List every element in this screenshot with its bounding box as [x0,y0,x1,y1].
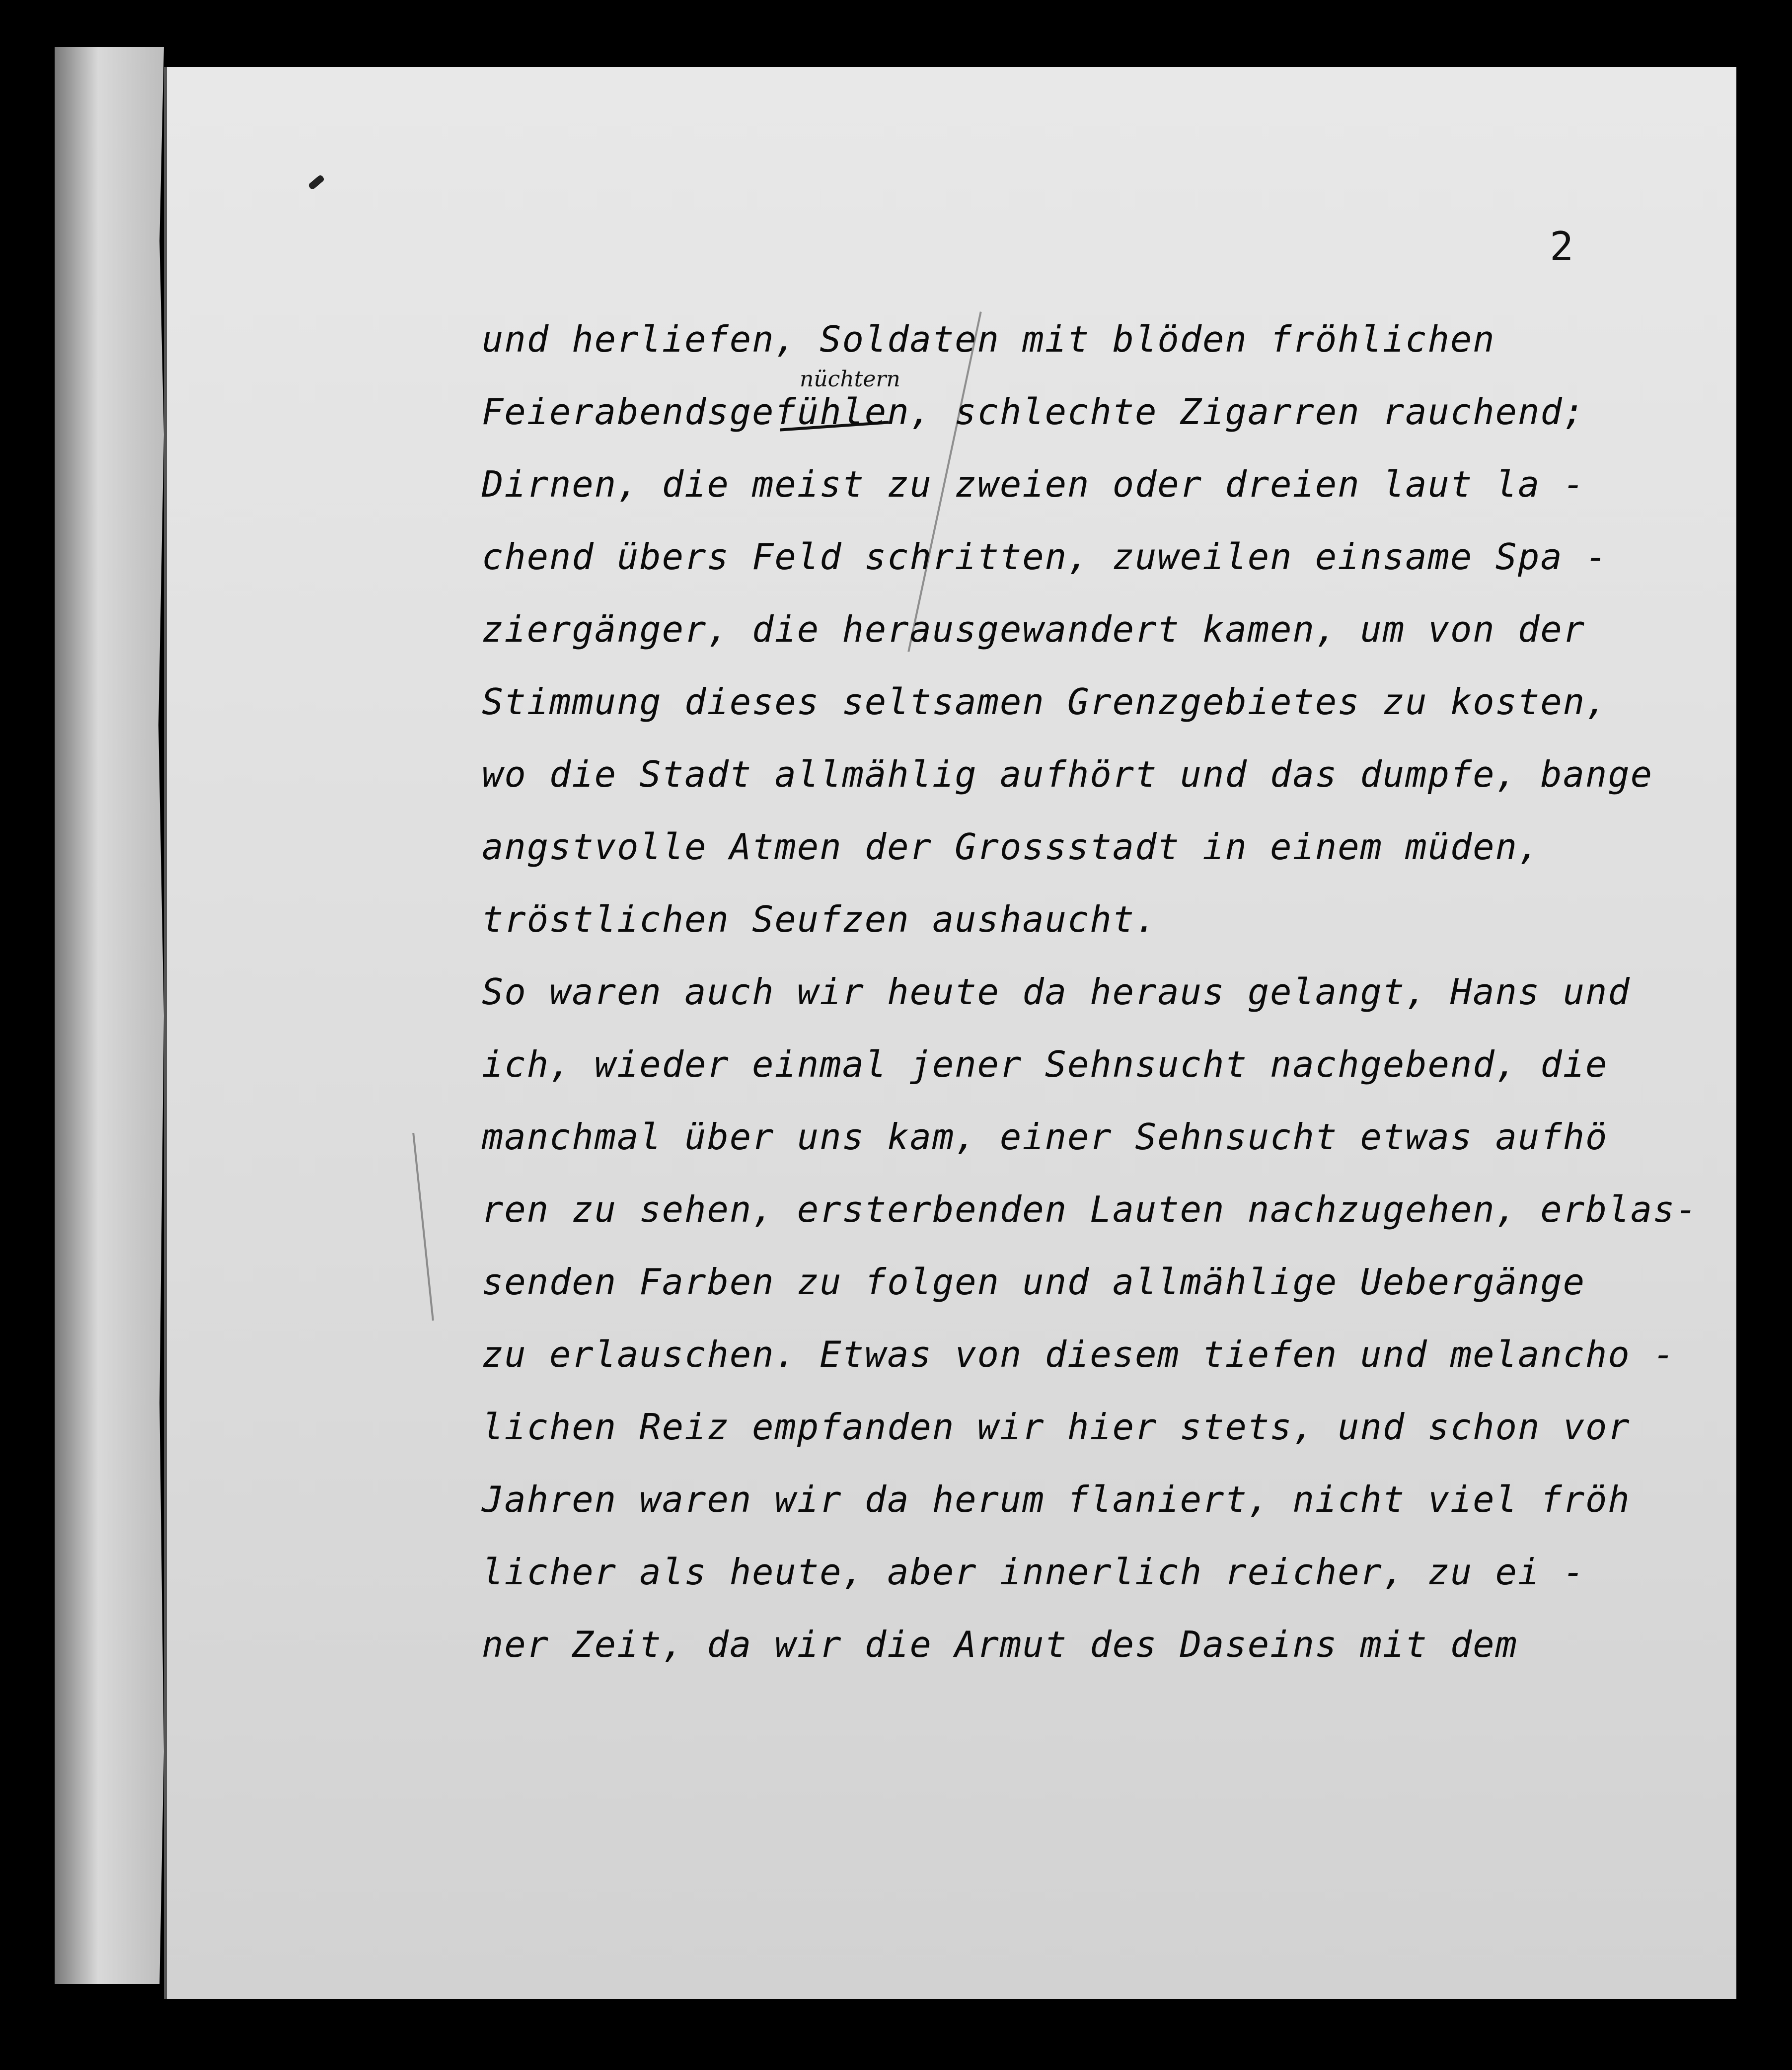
paper-strip-left [55,47,164,1984]
text-line: und herliefen, Soldaten mit blöden fröhlichen [482,318,1495,360]
text-line: senden Farben zu folgen und allmählige Uebergänge [482,1261,1586,1303]
text-line: ziergänger, die herausgewandert kamen, um von der [482,608,1586,650]
text-line: Stimmung dieses seltsamen Grenzgebietes zu kosten, [482,681,1608,723]
text-line: angstvolle Atmen der Grossstadt in einem müden, [482,826,1541,868]
page-number: 2 [1550,223,1574,270]
text-line: ner Zeit, da wir die Armut des Daseins mit dem [482,1624,1518,1665]
text-line: zu erlauschen. Etwas von diesem tiefen und melancho - [482,1333,1676,1375]
text-line: licher als heute, aber innerlich reicher, zu ei - [482,1551,1586,1593]
text-line: Feierabendsgefühlen, schlechte Zigarren rauchend; [482,391,1586,433]
text-line: Dirnen, die meist zu zweien oder dreien laut la - [482,463,1586,505]
typewritten-body [482,303,1733,1681]
text-line: manchmal über uns kam, einer Sehnsucht etwas aufhö [482,1116,1608,1158]
text-line: wo die Stadt allmählig aufhört und das dumpfe, bange [482,753,1653,795]
handwritten-insertion: nüchtern [800,367,900,392]
text-line: tröstlichen Seufzen aushaucht. [482,898,1158,940]
text-line: lichen Reiz empfanden wir hier stets, und schon vor [482,1406,1631,1448]
text-line: ren zu sehen, ersterbenden Lauten nachzugehen, erblas- [482,1188,1698,1230]
text-line: So waren auch wir heute da heraus gelangt, Hans und [482,971,1631,1013]
text-line: chend übers Feld schritten, zuweilen einsame Spa - [482,536,1608,578]
text-line: ich, wieder einmal jener Sehnsucht nachgebend, die [482,1043,1608,1085]
text-line: Jahren waren wir da herum flaniert, nicht viel fröh [482,1479,1631,1520]
